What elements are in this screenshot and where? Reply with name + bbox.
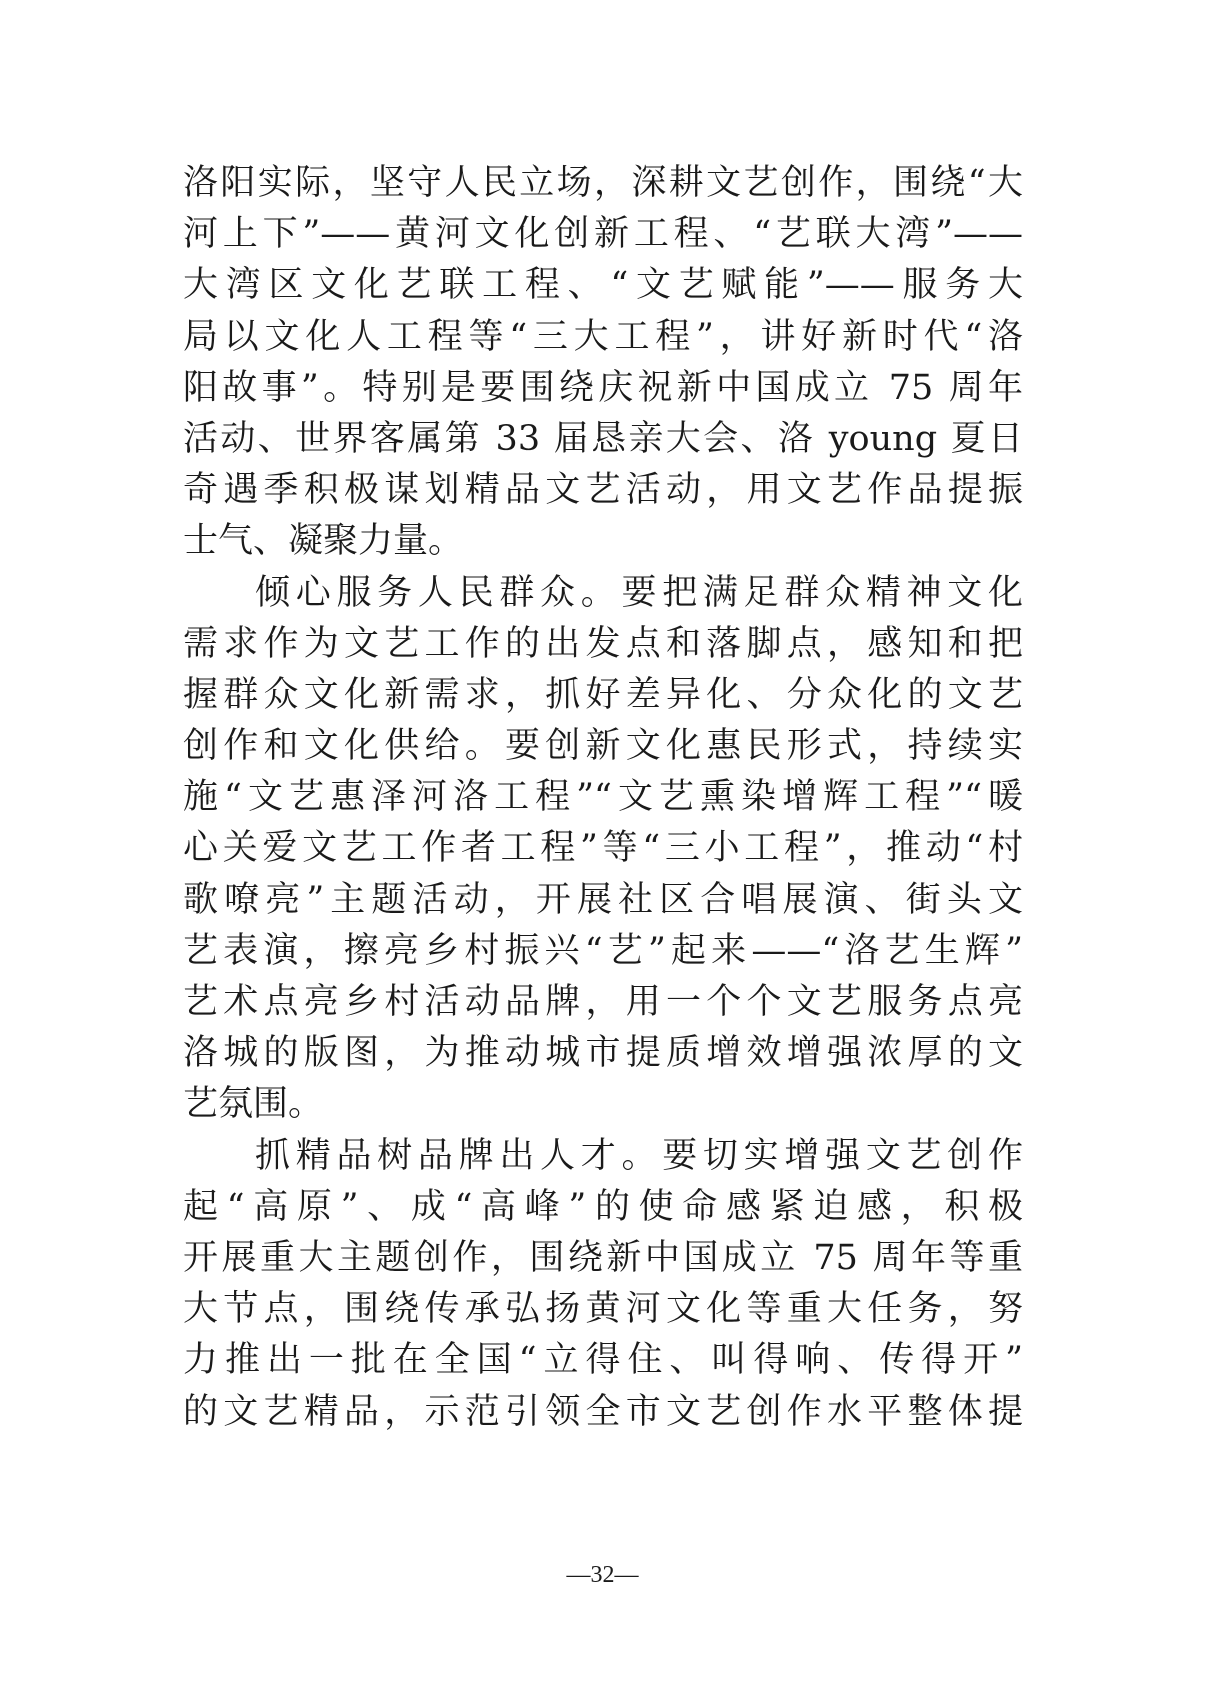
paragraph-heading-line: 倾心服务人民群众。要把满足群众精神文化 xyxy=(255,572,1023,613)
text-line: 歌嘹亮”主题活动，开展社区合唱展演、街头文 xyxy=(183,879,1023,920)
text-line: 开展重大主题创作，围绕新中国成立 75 周年等重 xyxy=(183,1237,1023,1278)
text-line: 艺表演，擦亮乡村振兴“艺”起来——“洛艺生辉” xyxy=(183,930,1023,971)
text-line: 洛阳实际，坚守人民立场，深耕文艺创作，围绕“大 xyxy=(183,163,1023,203)
text-line: 奇遇季积极谋划精品文艺活动，用文艺作品提振 xyxy=(183,470,1023,511)
text-line: 河上下”——黄河文化创新工程、“艺联大湾”—— xyxy=(183,214,1023,255)
text-line: 士气、凝聚力量。 xyxy=(183,521,464,562)
text-line: 艺氛围。 xyxy=(183,1084,324,1125)
text-line: 阳故事”。特别是要围绕庆祝新中国成立 75 周年 xyxy=(183,367,1023,408)
text-line: 艺术点亮乡村活动品牌，用一个个文艺服务点亮 xyxy=(183,982,1023,1022)
text-line: 大节点，围绕传承弘扬黄河文化等重大任务，努 xyxy=(183,1289,1023,1330)
page-number: —32— xyxy=(566,1562,639,1588)
text-line: 力推出一批在全国“立得住、叫得响、传得开” xyxy=(183,1340,1023,1381)
text-line: 心关爱文艺工作者工程”等“三小工程”，推动“村 xyxy=(183,828,1023,869)
text-line: 握群众文化新需求，抓好差异化、分众化的文艺 xyxy=(183,674,1023,715)
body-text xyxy=(183,158,1023,1438)
text-line: 大湾区文化艺联工程、“文艺赋能”——服务大 xyxy=(183,265,1023,306)
text-line: 活动、世界客属第 33 届恳亲大会、洛 young 夏日 xyxy=(183,418,1023,459)
text-line: 施“文艺惠泽河洛工程”“文艺熏染增辉工程”“暖 xyxy=(183,777,1023,818)
text-line: 的文艺精品，示范引领全市文艺创作水平整体提 xyxy=(183,1391,1023,1432)
text-line: 起“高原”、成“高峰”的使命感紧迫感，积极 xyxy=(183,1186,1023,1227)
paragraph-heading-line: 抓精品树品牌出人才。要切实增强文艺创作 xyxy=(255,1135,1023,1176)
text-line: 需求作为文艺工作的出发点和落脚点，感知和把 xyxy=(183,623,1023,664)
text-line: 洛城的版图，为推动城市提质增效增强浓厚的文 xyxy=(183,1033,1023,1074)
text-line: 创作和文化供给。要创新文化惠民形式，持续实 xyxy=(183,726,1023,767)
text-line: 局以文化人工程等“三大工程”，讲好新时代“洛 xyxy=(183,316,1023,357)
